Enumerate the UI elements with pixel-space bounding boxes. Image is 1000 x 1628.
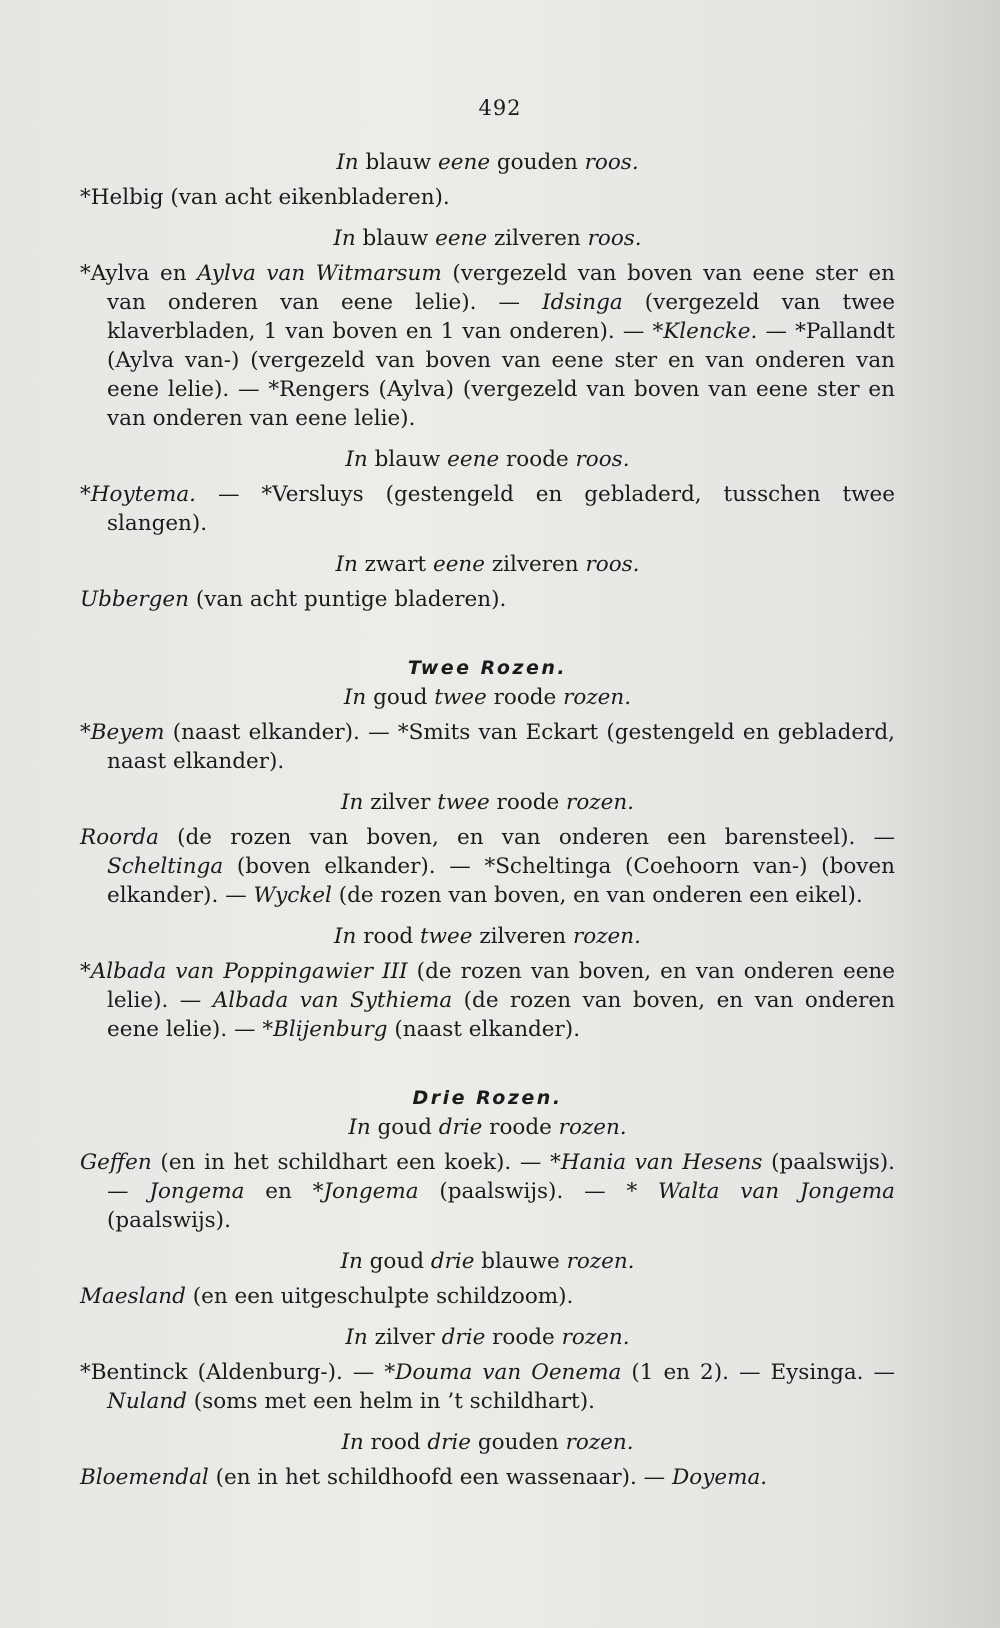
italic-text: drie: [438, 1115, 483, 1140]
text-run: (van acht puntige bladeren).: [188, 587, 507, 612]
family-entry: [80, 480, 895, 538]
italic-text: twee: [437, 790, 490, 815]
text-run: goud: [362, 1249, 431, 1274]
italic-text: rozen.: [566, 1249, 635, 1274]
text-run: roode: [489, 790, 567, 815]
italic-text: eene: [435, 226, 488, 251]
italic-text: *Hania van Hesens: [550, 1150, 763, 1175]
italic-text: In: [336, 150, 359, 175]
tincture-heading: [80, 788, 895, 817]
tincture-heading: [80, 224, 895, 253]
text-run: en: [244, 1179, 313, 1204]
tincture-heading: [80, 683, 895, 712]
italic-text: * Walta van Jongema: [626, 1179, 895, 1204]
italic-text: Geffen: [80, 1150, 152, 1175]
text-run: roode: [486, 685, 564, 710]
section-title: Twee Rozen.: [407, 657, 568, 679]
page-content: [80, 148, 895, 1492]
text-run: (paalswijs).: [107, 1208, 231, 1233]
italic-text: twee: [434, 685, 487, 710]
italic-text: rozen.: [572, 924, 641, 949]
spacer: [80, 433, 895, 445]
tincture-heading: [80, 922, 895, 951]
spacer: [80, 212, 895, 224]
tincture-heading: [80, 445, 895, 474]
text-run: zilveren: [485, 552, 586, 577]
text-run: (vergezeld van twee klaverbladen, 1 van boven en 1 van onderen). —: [107, 290, 895, 344]
family-entry: [80, 823, 895, 910]
italic-text: drie: [430, 1249, 475, 1274]
family-entry: [80, 718, 895, 776]
tincture-heading: [80, 1247, 895, 1276]
text-run: rood: [356, 924, 420, 949]
tincture-heading: [80, 1113, 895, 1142]
text-run: rood: [363, 1430, 428, 1455]
text-run: zilver: [363, 790, 438, 815]
text-run: — *Versluys (gestengeld en gebladerd, tusschen twee slangen).: [107, 482, 895, 536]
text-run: roode: [499, 447, 576, 472]
text-run: (paalswijs). —: [107, 1150, 896, 1204]
italic-text: Roorda: [80, 825, 159, 850]
spacer: [80, 1235, 895, 1247]
text-run: (de rozen van boven, en van onderen eene lelie). —: [107, 988, 895, 1042]
italic-text: Albada van Sythiema: [212, 988, 453, 1013]
italic-text: In: [340, 790, 364, 815]
italic-text: In: [335, 552, 358, 577]
text-run: *Bentinck (Aldenburg-). —: [80, 1360, 385, 1385]
text-run: blauw: [355, 226, 436, 251]
italic-text: eene: [438, 150, 491, 175]
text-run: *Aylva en: [80, 261, 198, 286]
italic-text: Maesland: [80, 1284, 186, 1309]
text-run: (de rozen van boven, en van onderen een barensteel). —: [158, 825, 895, 850]
italic-text: Idsinga: [542, 290, 623, 315]
italic-text: Doyema.: [672, 1465, 768, 1490]
italic-text: *Albada van Poppingawier III: [80, 959, 408, 984]
text-run: (boven elkander). — *Scheltinga (Coehoorn van-) (boven elkander). —: [107, 854, 895, 908]
text-run: (paalswijs). —: [418, 1179, 627, 1204]
italic-text: Ubbergen: [80, 587, 189, 612]
italic-text: roos.: [575, 447, 630, 472]
italic-text: eene: [432, 552, 485, 577]
italic-text: Nuland: [107, 1389, 187, 1414]
spacer: [80, 776, 895, 788]
text-run: gouden: [471, 1430, 566, 1455]
text-run: (naast elkander).: [387, 1017, 581, 1042]
family-entry: [80, 1282, 895, 1311]
italic-text: In: [334, 924, 357, 949]
text-run: blauwe: [474, 1249, 567, 1274]
text-run: zilveren: [487, 226, 588, 251]
family-entry: [80, 1358, 895, 1416]
italic-text: Wyckel: [253, 883, 332, 908]
tincture-heading: [80, 550, 895, 579]
spacer: [80, 538, 895, 550]
italic-text: *Jongema: [312, 1179, 419, 1204]
tincture-heading: [80, 1428, 895, 1457]
spacer: [80, 1311, 895, 1323]
family-entry: [80, 259, 895, 433]
italic-text: Aylva van Witmarsum: [197, 261, 442, 286]
text-run: *Helbig (van acht eikenbladeren).: [80, 185, 450, 210]
italic-text: roos.: [585, 552, 640, 577]
text-run: blauw: [358, 150, 439, 175]
italic-text: *Beyem: [80, 720, 165, 745]
text-run: roode: [482, 1115, 559, 1140]
text-run: roode: [485, 1325, 562, 1350]
italic-text: In: [333, 226, 356, 251]
italic-text: rozen.: [563, 685, 632, 710]
text-run: zwart: [357, 552, 433, 577]
spacer: [80, 910, 895, 922]
section-title: Drie Rozen.: [412, 1087, 563, 1109]
text-run: zilver: [367, 1325, 442, 1350]
family-entry: [80, 585, 895, 614]
text-run: goud: [370, 1115, 439, 1140]
text-run: (soms met een helm in ’t schildhart).: [186, 1389, 595, 1414]
text-run: (1 en 2). — Eysinga. —: [621, 1360, 895, 1385]
page-number: 492: [478, 96, 522, 120]
italic-text: twee: [420, 924, 473, 949]
tincture-heading: [80, 148, 895, 177]
text-run: zilveren: [472, 924, 573, 949]
tincture-heading: [80, 1323, 895, 1352]
italic-text: In: [340, 1249, 363, 1274]
italic-text: In: [341, 1430, 364, 1455]
text-run: (en in het schildhoofd een wassenaar). —: [208, 1465, 673, 1490]
text-run: goud: [366, 685, 435, 710]
spacer: [80, 1044, 895, 1084]
italic-text: Scheltinga: [107, 854, 224, 879]
italic-text: Bloemendal: [80, 1465, 209, 1490]
italic-text: Jongema: [149, 1179, 245, 1204]
italic-text: *Hoytema.: [80, 482, 196, 507]
text-run: (vergezeld van boven van eene ster en van onderen van eene lelie). —: [107, 261, 895, 315]
family-entry: [80, 957, 895, 1044]
italic-text: roos.: [587, 226, 642, 251]
italic-text: In: [345, 1325, 368, 1350]
italic-text: rozen.: [558, 1115, 627, 1140]
italic-text: drie: [441, 1325, 486, 1350]
text-run: (de rozen van boven, en van onderen eene lelie). —: [107, 959, 895, 1013]
text-run: blauw: [367, 447, 448, 472]
italic-text: rozen.: [561, 1325, 630, 1350]
italic-text: rozen.: [565, 1430, 634, 1455]
italic-text: *Douma van Oenema: [384, 1360, 622, 1385]
italic-text: *Blijenburg: [262, 1017, 388, 1042]
text-run: gouden: [490, 150, 585, 175]
italic-text: In: [343, 685, 367, 710]
italic-text: *Klencke.: [652, 319, 758, 344]
italic-text: In: [348, 1115, 371, 1140]
text-run: (en in het schildhart een koek). —: [151, 1150, 551, 1175]
family-entry: [80, 1148, 895, 1235]
italic-text: roos.: [584, 150, 639, 175]
family-entry: [80, 183, 895, 212]
italic-text: In: [345, 447, 368, 472]
family-entry: [80, 1463, 895, 1492]
text-run: (en een uitgeschulpte schildzoom).: [185, 1284, 574, 1309]
spacer: [80, 614, 895, 654]
spacer: [80, 1416, 895, 1428]
text-run: (naast elkander). — *Smits van Eckart (gestengeld en gebladerd, naast elkander).: [107, 720, 895, 774]
text-run: — *Pallandt (Aylva van-) (vergezeld van boven van eene ster en van onderen van eene lelie). — *Rengers (Aylva) (vergezeld van boven van eene ster en van onderen van eene lelie).: [107, 319, 896, 431]
text-run: (de rozen van boven, en van onderen een eikel).: [331, 883, 863, 908]
italic-text: eene: [447, 447, 500, 472]
italic-text: rozen.: [566, 790, 635, 815]
italic-text: drie: [427, 1430, 472, 1455]
